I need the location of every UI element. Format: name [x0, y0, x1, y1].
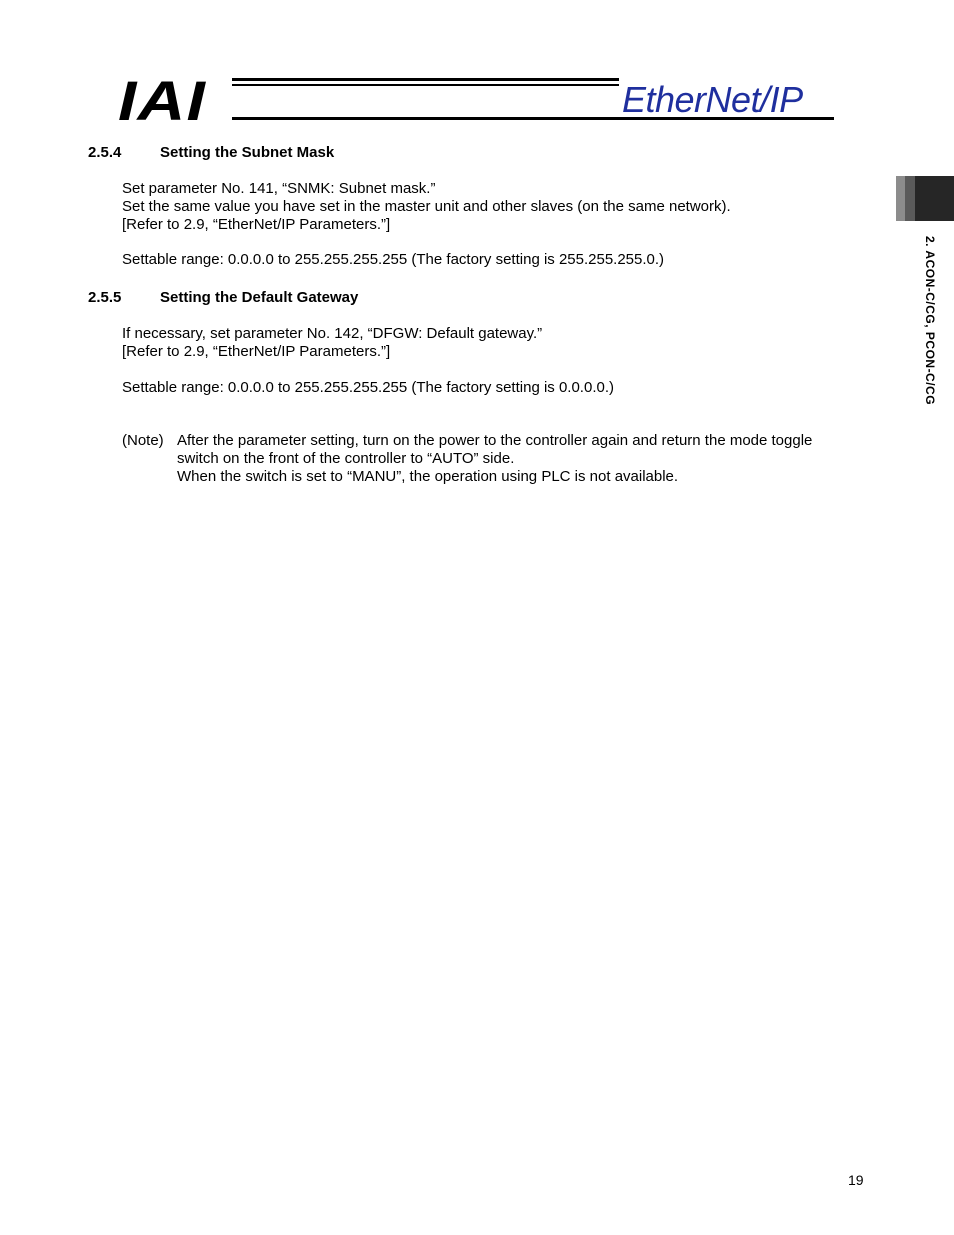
section-title-default-gateway: Setting the Default Gateway: [160, 289, 359, 306]
section-number-2-5-4: 2.5.4: [88, 144, 122, 161]
section-number-2-5-5: 2.5.5: [88, 289, 122, 306]
page-number: 19: [848, 1172, 864, 1188]
chapter-side-label: 2. ACON-C/CG, PCON-C/CG: [923, 236, 937, 406]
note-line: When the switch is set to “MANU”, the operation using PLC is not available.: [177, 468, 679, 485]
paragraph-line: Set parameter No. 141, “SNMK: Subnet mask.”: [122, 180, 436, 197]
ethernet-ip-logo: EtherNet/IP: [622, 79, 803, 120]
settable-range-subnet: Settable range: 0.0.0.0 to 255.255.255.255 (The factory setting is 255.255.255.0.): [122, 251, 665, 268]
header-rule-top: [232, 78, 619, 81]
note-line: switch on the front of the controller to “AUTO” side.: [177, 450, 515, 467]
note-line: After the parameter setting, turn on the power to the controller again and return the mode toggle: [177, 432, 813, 449]
settable-range-gateway: Settable range: 0.0.0.0 to 255.255.255.255 (The factory setting is 0.0.0.0.): [122, 379, 614, 396]
iai-logo: IAI: [118, 69, 206, 132]
note-label: (Note): [122, 432, 164, 449]
cross-reference: [Refer to 2.9, “EtherNet/IP Parameters.”]: [122, 216, 391, 233]
header-rule-middle: [232, 84, 619, 86]
section-title-subnet-mask: Setting the Subnet Mask: [160, 144, 335, 161]
chapter-tab-marker: [896, 176, 954, 221]
paragraph-line: If necessary, set parameter No. 142, “DFGW: Default gateway.”: [122, 325, 543, 342]
paragraph-line: Set the same value you have set in the master unit and other slaves (on the same network).: [122, 198, 731, 215]
cross-reference: [Refer to 2.9, “EtherNet/IP Parameters.”]: [122, 343, 391, 360]
